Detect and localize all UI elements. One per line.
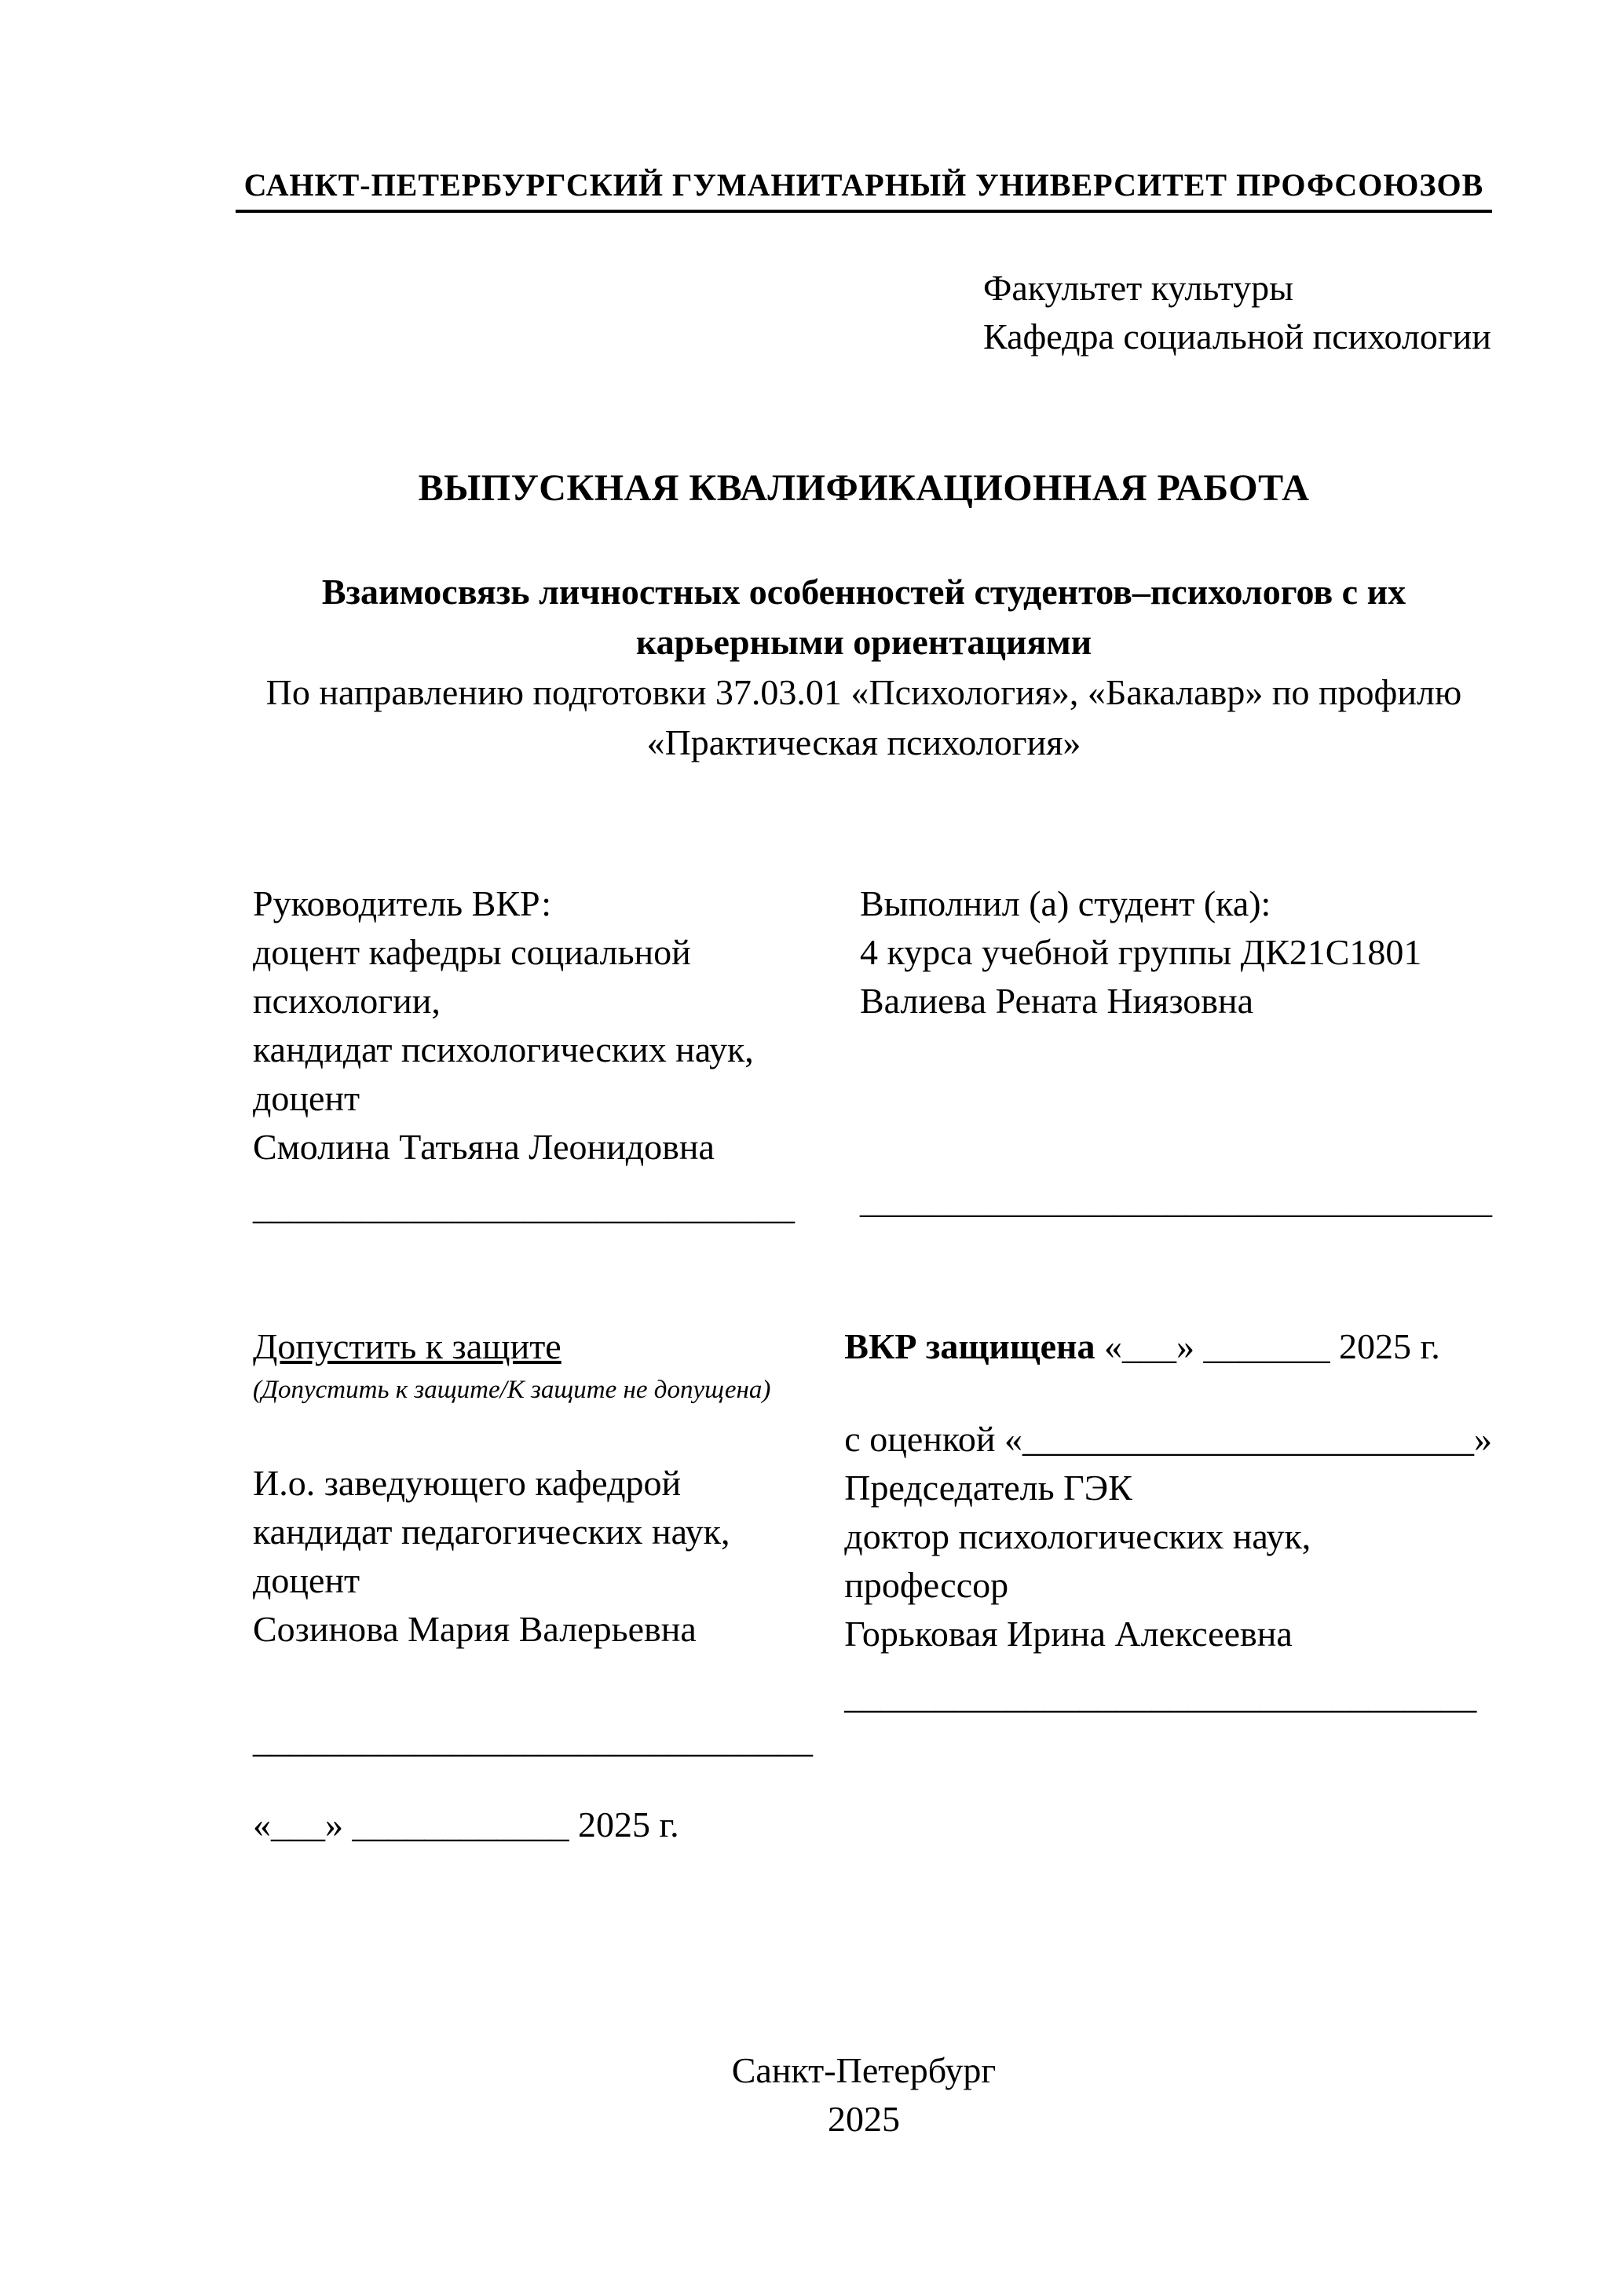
admission-line: доцент — [253, 1560, 360, 1600]
supervisor-name: Смолина Татьяна Леонидовна — [253, 1127, 715, 1167]
supervisor-label: Руководитель ВКР: — [253, 883, 552, 923]
admission-note: (Допустить к защите/К защите не допущена) — [253, 1376, 771, 1404]
student-block — [860, 879, 1492, 1231]
footer-block — [236, 2046, 1492, 2144]
university-name: САНКТ-ПЕТЕРБУРГСКИЙ ГУМАНИТАРНЫЙ УНИВЕРСИТЕТ ПРОФСОЮЗОВ — [236, 166, 1492, 213]
thesis-title-line2: карьерными ориентациями — [635, 622, 1092, 662]
footer-city: Санкт-Петербург — [731, 2050, 997, 2090]
admission-body — [253, 1459, 844, 1654]
defense-grade-line: с оценкой «_________________________» — [844, 1419, 1492, 1459]
footer-year: 2025 — [828, 2099, 900, 2139]
department-name: Кафедра социальной психологии — [983, 316, 1491, 356]
supervisor-block — [236, 879, 860, 1231]
defense-line: Председатель ГЭК — [844, 1468, 1132, 1508]
admission-heading: Допустить к защите — [253, 1326, 561, 1366]
direction-line2: «Практическая психология» — [646, 722, 1081, 762]
student-label: Выполнил (а) студент (ка): — [860, 883, 1271, 923]
defense-line: доктор психологических наук, — [844, 1516, 1311, 1556]
supervisor-signature-line: ______________________________ — [253, 1186, 795, 1227]
thesis-title-block — [236, 567, 1492, 768]
student-group: 4 курса учебной группы ДК21С1801 — [860, 932, 1422, 972]
defense-signature-line: ___________________________________ — [844, 1676, 1477, 1716]
defense-heading — [844, 1322, 1492, 1371]
work-type-title: ВЫПУСКНАЯ КВАЛИФИКАЦИОННАЯ РАБОТА — [418, 467, 1310, 509]
defense-block — [844, 1322, 1492, 1849]
defense-heading-rest: «___» _______ 2025 г. — [1095, 1326, 1440, 1366]
faculty-block — [983, 264, 1491, 361]
defense-line: профессор — [844, 1565, 1009, 1605]
people-section — [236, 879, 1492, 1231]
defense-heading-bold: ВКР защищена — [844, 1326, 1095, 1366]
admission-date-line: «___» ____________ 2025 г. — [253, 1804, 679, 1844]
faculty-name: Факультет культуры — [983, 268, 1293, 308]
supervisor-line: психологии, — [253, 981, 441, 1021]
admission-signature-line: _______________________________ — [253, 1720, 813, 1760]
supervisor-line: кандидат психологических наук, — [253, 1029, 754, 1069]
supervisor-line: доцент — [253, 1078, 360, 1118]
supervisor-line: доцент кафедры социальной — [253, 932, 691, 972]
direction-line1: По направлению подготовки 37.03.01 «Психология», «Бакалавр» по профилю — [265, 672, 1462, 712]
student-signature-line: ___________________________________ — [860, 1180, 1492, 1220]
defense-chair-name: Горьковая Ирина Алексеевна — [844, 1614, 1293, 1654]
approval-section — [236, 1322, 1492, 1849]
admission-block — [236, 1322, 844, 1849]
admission-line: кандидат педагогических наук, — [253, 1512, 730, 1552]
thesis-title-line1: Взаимосвязь личностных особенностей студентов–психологов с их — [321, 572, 1406, 612]
admission-head-name: Созинова Мария Валерьевна — [253, 1609, 697, 1649]
student-name: Валиева Рената Ниязовна — [860, 981, 1253, 1021]
admission-line: И.о. заведующего кафедрой — [253, 1463, 682, 1503]
